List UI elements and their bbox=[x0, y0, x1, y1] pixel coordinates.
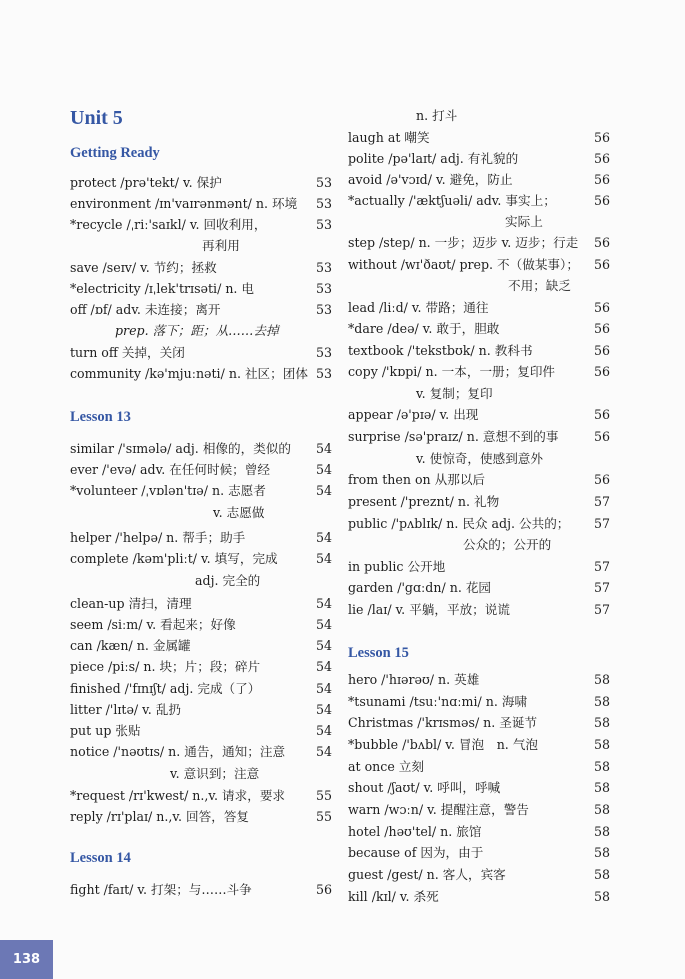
vocab-entry bbox=[348, 149, 610, 168]
vocab-entry-page: 56 bbox=[593, 472, 610, 487]
vocab-entry-page: 54 bbox=[315, 617, 332, 632]
vocab-entry bbox=[70, 460, 332, 479]
vocab-entry-page: 58 bbox=[593, 715, 610, 730]
entry-continuation: v. 复制；复印 bbox=[416, 386, 493, 401]
vocab-entry bbox=[348, 822, 610, 841]
vocab-entry-text: copy /'kɒpi/ n. 一本，一册；复印件 bbox=[348, 364, 556, 379]
vocab-entry-page: 58 bbox=[593, 889, 610, 904]
vocab-entry-text: garden /'gɑːdn/ n. 花园 bbox=[348, 580, 492, 595]
vocab-entry-text: step /step/ n. 一步；迈步 v. 迈步；行走 bbox=[348, 235, 579, 250]
vocab-entry bbox=[70, 742, 332, 761]
vocab-entry-page: 53 bbox=[315, 345, 332, 360]
vocab-entry-text: save /seɪv/ v. 节约；拯救 bbox=[70, 260, 217, 275]
vocab-entry bbox=[348, 600, 610, 619]
page-number-badge: 138 bbox=[0, 940, 53, 979]
vocab-entry-page: 56 bbox=[593, 172, 610, 187]
vocab-entry-text: can /kæn/ n. 金属罐 bbox=[70, 638, 191, 653]
vocab-entry bbox=[348, 170, 610, 189]
vocab-entry bbox=[70, 636, 332, 655]
vocab-entry-text: *dare /deə/ v. 敢于，胆敢 bbox=[348, 321, 500, 336]
vocab-entry bbox=[70, 364, 332, 383]
vocab-entry-text: in public 公开地 bbox=[348, 559, 446, 574]
vocab-entry-text: *bubble /'bʌbl/ v. 冒泡 n. 气泡 bbox=[348, 737, 539, 752]
vocab-entry bbox=[348, 191, 610, 210]
vocab-entry-text: from then on 从那以后 bbox=[348, 472, 486, 487]
vocab-entry bbox=[70, 700, 332, 719]
vocab-entry-text: piece /piːs/ n. 块；片；段；碎片 bbox=[70, 659, 261, 674]
entry-continuation: 实际上 bbox=[505, 214, 543, 229]
vocab-entry-text: similar /'sɪmələ/ adj. 相像的，类似的 bbox=[70, 441, 291, 456]
vocab-entry-text: at once 立刻 bbox=[348, 759, 424, 774]
vocab-entry-page: 58 bbox=[593, 802, 610, 817]
vocab-entry-text: litter /'lɪtə/ v. 乱扔 bbox=[70, 702, 181, 717]
vocab-entry-page: 53 bbox=[315, 281, 332, 296]
vocab-entry-text: environment /ɪn'vaɪrənmənt/ n. 环境 bbox=[70, 196, 298, 211]
vocab-entry-page: 58 bbox=[593, 737, 610, 752]
vocab-entry-page: 57 bbox=[593, 580, 610, 595]
vocab-entry-text: appear /ə'pɪə/ v. 出现 bbox=[348, 407, 479, 422]
vocab-entry bbox=[70, 594, 332, 613]
vocab-entry-text: hotel /həʊ'tel/ n. 旅馆 bbox=[348, 824, 482, 839]
vocab-entry-text: helper /'helpə/ n. 帮手；助手 bbox=[70, 530, 246, 545]
vocab-entry-page: 56 bbox=[593, 235, 610, 250]
vocab-entry-text: lie /laɪ/ v. 平躺，平放；说谎 bbox=[348, 602, 510, 617]
vocab-entry-page: 55 bbox=[315, 809, 332, 824]
vocab-entry-page: 54 bbox=[315, 638, 332, 653]
section-heading-getting-ready: Getting Ready bbox=[70, 145, 160, 161]
vocab-entry-text: Christmas /'krɪsməs/ n. 圣诞节 bbox=[348, 715, 538, 730]
vocab-entry-page: 54 bbox=[315, 530, 332, 545]
entry-continuation: adj. 完全的 bbox=[195, 573, 261, 588]
vocab-entry-page: 54 bbox=[315, 702, 332, 717]
vocab-entry-page: 56 bbox=[593, 130, 610, 145]
vocab-entry-page: 57 bbox=[593, 559, 610, 574]
vocab-entry bbox=[348, 405, 610, 424]
vocab-entry-text: avoid /ə'vɔɪd/ v. 避免，防止 bbox=[348, 172, 513, 187]
entry-continuation: 再利用 bbox=[202, 238, 240, 253]
vocab-entry-text: public /'pʌblɪk/ n. 民众 adj. 公共的； bbox=[348, 516, 570, 531]
vocab-entry bbox=[70, 439, 332, 458]
vocab-entry bbox=[70, 657, 332, 676]
vocab-entry-page: 56 bbox=[593, 429, 610, 444]
vocab-entry bbox=[348, 778, 610, 797]
vocab-entry-text: shout /ʃaʊt/ v. 呼叫，呼喊 bbox=[348, 780, 501, 795]
vocab-entry bbox=[348, 670, 610, 689]
vocab-entry-page: 56 bbox=[593, 407, 610, 422]
vocab-entry-page: 58 bbox=[593, 759, 610, 774]
vocab-entry-page: 58 bbox=[593, 694, 610, 709]
vocab-entry-page: 57 bbox=[593, 602, 610, 617]
vocab-entry-page: 54 bbox=[315, 723, 332, 738]
vocab-entry bbox=[70, 528, 332, 547]
section-heading-lesson-14: Lesson 14 bbox=[70, 850, 131, 866]
vocab-entry-text: present /'preznt/ n. 礼物 bbox=[348, 494, 500, 509]
vocab-entry bbox=[70, 481, 332, 500]
vocab-entry bbox=[348, 735, 610, 754]
entry-continuation: prep. 落下；距；从……去掉 bbox=[115, 323, 279, 338]
vocab-entry bbox=[348, 233, 610, 252]
vocab-entry-text: surprise /sə'praɪz/ n. 意想不到的事 bbox=[348, 429, 559, 444]
vocab-entry bbox=[348, 557, 610, 576]
vocab-entry-text: without /wɪ'ðaʊt/ prep. 不（做某事）； bbox=[348, 257, 579, 272]
vocab-entry-page: 54 bbox=[315, 659, 332, 674]
vocab-entry bbox=[348, 362, 610, 381]
vocab-entry bbox=[348, 757, 610, 776]
entry-continuation: 不用；缺乏 bbox=[508, 278, 571, 293]
vocab-entry bbox=[70, 215, 332, 234]
vocab-entry bbox=[70, 786, 332, 805]
vocab-entry-text: kill /kɪl/ v. 杀死 bbox=[348, 889, 439, 904]
vocab-entry-page: 54 bbox=[315, 551, 332, 566]
vocab-entry-text: hero /'hɪərəʊ/ n. 英雄 bbox=[348, 672, 480, 687]
vocab-entry-text: because of 因为，由于 bbox=[348, 845, 484, 860]
vocab-entry-page: 53 bbox=[315, 366, 332, 381]
vocab-entry-page: 54 bbox=[315, 744, 332, 759]
vocab-entry-page: 54 bbox=[315, 483, 332, 498]
vocab-entry-page: 55 bbox=[315, 788, 332, 803]
vocab-entry bbox=[70, 279, 332, 298]
vocab-entry-text: *tsunami /tsuː'nɑːmi/ n. 海啸 bbox=[348, 694, 528, 709]
vocab-entry-page: 56 bbox=[593, 321, 610, 336]
vocab-entry-text: *volunteer /ˌvɒlən'tɪə/ n. 志愿者 bbox=[70, 483, 266, 498]
vocab-entry bbox=[70, 615, 332, 634]
vocab-entry-page: 54 bbox=[315, 681, 332, 696]
vocab-entry bbox=[348, 865, 610, 884]
vocab-entry-page: 56 bbox=[593, 343, 610, 358]
vocab-entry-text: fight /faɪt/ v. 打架；与……斗争 bbox=[70, 882, 252, 897]
vocab-entry-text: warn /wɔːn/ v. 提醒注意，警告 bbox=[348, 802, 529, 817]
vocab-entry-text: notice /'nəʊtɪs/ n. 通告，通知；注意 bbox=[70, 744, 286, 759]
unit-title: Unit 5 bbox=[70, 107, 123, 129]
vocab-entry-page: 53 bbox=[315, 302, 332, 317]
vocab-entry bbox=[70, 194, 332, 213]
vocab-entry-page: 54 bbox=[315, 596, 332, 611]
vocab-entry-text: complete /kəm'pliːt/ v. 填写，完成 bbox=[70, 551, 278, 566]
vocab-entry bbox=[348, 298, 610, 317]
vocab-entry-text: *electricity /ɪˌlek'trɪsəti/ n. 电 bbox=[70, 281, 255, 296]
entry-continuation: 公众的；公开的 bbox=[463, 537, 552, 552]
vocab-entry bbox=[70, 721, 332, 740]
vocab-entry-text: ever /'evə/ adv. 在任何时候；曾经 bbox=[70, 462, 270, 477]
vocab-entry-page: 57 bbox=[593, 494, 610, 509]
vocab-entry bbox=[348, 514, 610, 533]
entry-continuation: n. 打斗 bbox=[416, 108, 458, 123]
vocab-entry-text: polite /pə'laɪt/ adj. 有礼貌的 bbox=[348, 151, 519, 166]
vocab-entry-page: 58 bbox=[593, 824, 610, 839]
vocab-entry bbox=[348, 887, 610, 906]
vocab-entry bbox=[348, 800, 610, 819]
vocab-entry-text: textbook /'tekstbʊk/ n. 教科书 bbox=[348, 343, 533, 358]
vocab-entry-page: 53 bbox=[315, 260, 332, 275]
vocab-entry-text: clean-up 清扫，清理 bbox=[70, 596, 192, 611]
entry-continuation: v. 志愿做 bbox=[213, 505, 265, 520]
vocab-entry bbox=[70, 258, 332, 277]
vocab-entry-page: 54 bbox=[315, 462, 332, 477]
vocab-entry-page: 58 bbox=[593, 845, 610, 860]
vocab-entry-text: turn off 关掉，关闭 bbox=[70, 345, 185, 360]
vocab-entry-page: 56 bbox=[315, 882, 332, 897]
vocab-entry bbox=[70, 343, 332, 362]
vocab-entry-text: off /ɒf/ adv. 未连接；离开 bbox=[70, 302, 221, 317]
vocab-entry bbox=[70, 807, 332, 826]
vocab-entry-page: 58 bbox=[593, 867, 610, 882]
vocab-entry-page: 54 bbox=[315, 441, 332, 456]
vocab-entry-page: 53 bbox=[315, 175, 332, 190]
vocab-entry-page: 56 bbox=[593, 300, 610, 315]
vocab-entry-page: 56 bbox=[593, 364, 610, 379]
vocab-entry bbox=[70, 679, 332, 698]
vocab-entry bbox=[348, 319, 610, 338]
vocab-entry-page: 56 bbox=[593, 193, 610, 208]
vocab-entry bbox=[348, 692, 610, 711]
entry-continuation: v. 意识到；注意 bbox=[170, 766, 260, 781]
vocab-entry-page: 56 bbox=[593, 151, 610, 166]
vocab-entry-text: guest /gest/ n. 客人，宾客 bbox=[348, 867, 506, 882]
section-heading-lesson-15: Lesson 15 bbox=[348, 645, 409, 661]
vocab-entry bbox=[348, 492, 610, 511]
vocab-entry-page: 53 bbox=[315, 196, 332, 211]
vocab-entry bbox=[348, 843, 610, 862]
vocab-entry-page: 58 bbox=[593, 780, 610, 795]
section-heading-lesson-13: Lesson 13 bbox=[70, 409, 131, 425]
vocab-entry-text: reply /rɪ'plaɪ/ n.,v. 回答，答复 bbox=[70, 809, 250, 824]
vocab-entry-text: lead /liːd/ v. 带路；通往 bbox=[348, 300, 489, 315]
vocab-entry bbox=[348, 578, 610, 597]
vocab-entry bbox=[348, 341, 610, 360]
vocab-entry bbox=[70, 549, 332, 568]
vocab-entry bbox=[70, 880, 332, 899]
vocab-entry-text: finished /'fɪnɪʃt/ adj. 完成（了） bbox=[70, 681, 261, 696]
vocab-entry-text: seem /siːm/ v. 看起来；好像 bbox=[70, 617, 236, 632]
vocab-entry-text: *request /rɪ'kwest/ n.,v. 请求，要求 bbox=[70, 788, 286, 803]
vocab-entry bbox=[70, 173, 332, 192]
vocab-entry-page: 53 bbox=[315, 217, 332, 232]
vocab-entry-page: 56 bbox=[593, 257, 610, 272]
vocab-entry-text: put up 张贴 bbox=[70, 723, 141, 738]
vocab-entry-text: laugh at 嘲笑 bbox=[348, 130, 430, 145]
vocab-entry bbox=[348, 713, 610, 732]
vocab-entry-page: 58 bbox=[593, 672, 610, 687]
vocab-entry bbox=[348, 255, 610, 274]
vocab-entry-text: community /kə'mjuːnəti/ n. 社区；团体 bbox=[70, 366, 308, 381]
entry-continuation: v. 使惊奇，使感到意外 bbox=[416, 451, 543, 466]
vocab-entry-text: protect /prə'tekt/ v. 保护 bbox=[70, 175, 222, 190]
vocab-entry-text: *actually /'æktʃuəli/ adv. 事实上； bbox=[348, 193, 556, 208]
vocab-entry bbox=[348, 427, 610, 446]
vocab-entry bbox=[348, 470, 610, 489]
vocab-entry bbox=[70, 300, 332, 319]
vocab-entry-text: *recycle /ˌriː'saɪkl/ v. 回收利用， bbox=[70, 217, 267, 232]
vocab-entry bbox=[348, 128, 610, 147]
vocab-entry-page: 57 bbox=[593, 516, 610, 531]
